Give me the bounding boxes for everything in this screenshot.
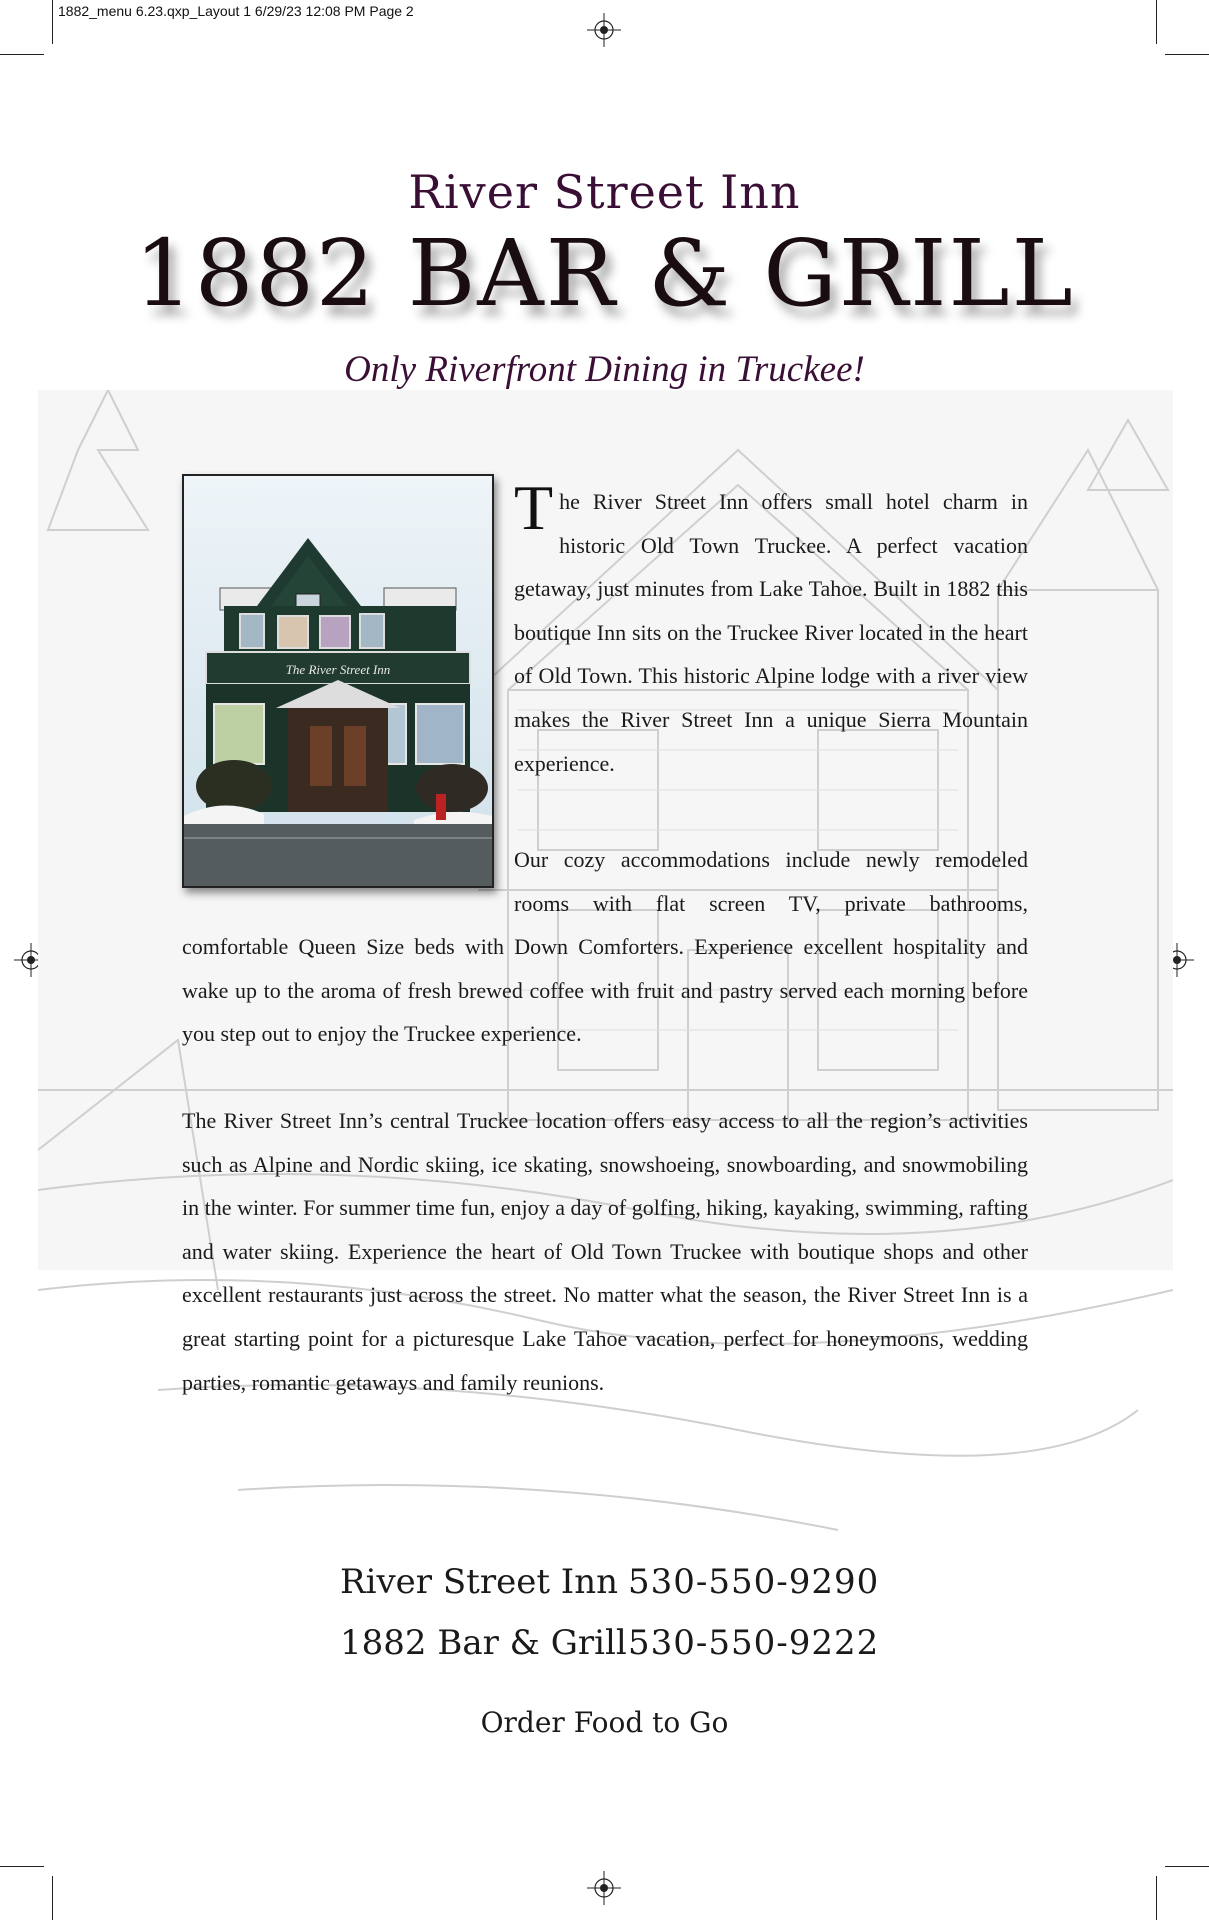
crop-mark (1165, 1866, 1209, 1867)
accommodations-paragraph-top: Our cozy accommodations include newly remodeled rooms with flat screen TV, private bathrooms, (514, 847, 1028, 916)
contact-name: 1882 Bar & Grill (340, 1623, 627, 1663)
slug-line: 1882_menu 6.23.qxp_Layout 1 6/29/23 12:08 PM Page 2 (58, 3, 414, 19)
page-title: 1882 BAR & GRILL (134, 220, 1075, 327)
activities-paragraph: The River Street Inn’s central Truckee location offers easy access to all the region’s activities such as Alpine and Nordic skiing, ice skating, snowshoeing, snowboarding, and snowmobiling in the winter. For summer time fun, enjoy a day of golfing, hiking, kayaking, swimming, rafting and water skiing. Experience the heart of Old Town Truckee with boutique shops and other excellent restaurants just across the street. No matter what the season, the River Street Inn is a great starting point for a picturesque Lake Tahoe vacation, perfect for honeymoons, wedding parties, romantic getaways and family reunions. (182, 1108, 1028, 1395)
registration-mark-icon (587, 13, 621, 47)
crop-mark (52, 1876, 53, 1920)
accommodations-paragraph-bottom: comfortable Queen Size beds with Down Comforters. Experience excellent hospitality and wake up to the aroma of fresh brewed coffee with fruit and pastry served each morning before you step out to enjoy the Truckee experience. (182, 934, 1028, 1047)
crop-mark (1156, 0, 1157, 44)
inn-subtitle: River Street Inn (408, 165, 801, 219)
tagline: Only Riverfront Dining in Truckee! (344, 349, 865, 390)
inn-photo (182, 474, 494, 888)
drop-cap: T (514, 472, 554, 543)
registration-mark-icon (587, 1871, 621, 1905)
contact-phone: 530-550-9290 (628, 1562, 880, 1602)
order-to-go: Order Food to Go (480, 1706, 729, 1739)
crop-mark (0, 1866, 44, 1867)
intro-text: he River Street Inn offers small hotel charm in historic Old Town Truckee. A perfect vacation getaway, just minutes from Lake Tahoe. Built in 1882 this boutique Inn sits on the Truckee River located in the heart of Old Town. This historic Alpine lodge with a river view makes the River Street Inn a unique Sierra Mountain experience. (514, 489, 1028, 776)
intro-paragraph (514, 472, 1028, 785)
crop-mark (1156, 1876, 1157, 1920)
contact-name: River Street Inn (340, 1562, 619, 1602)
contact-phone: 530-550-9222 (628, 1623, 880, 1663)
crop-mark (1165, 54, 1209, 55)
inn-sign: The River Street Inn (285, 662, 391, 677)
crop-mark (0, 54, 44, 55)
crop-mark (52, 0, 53, 44)
